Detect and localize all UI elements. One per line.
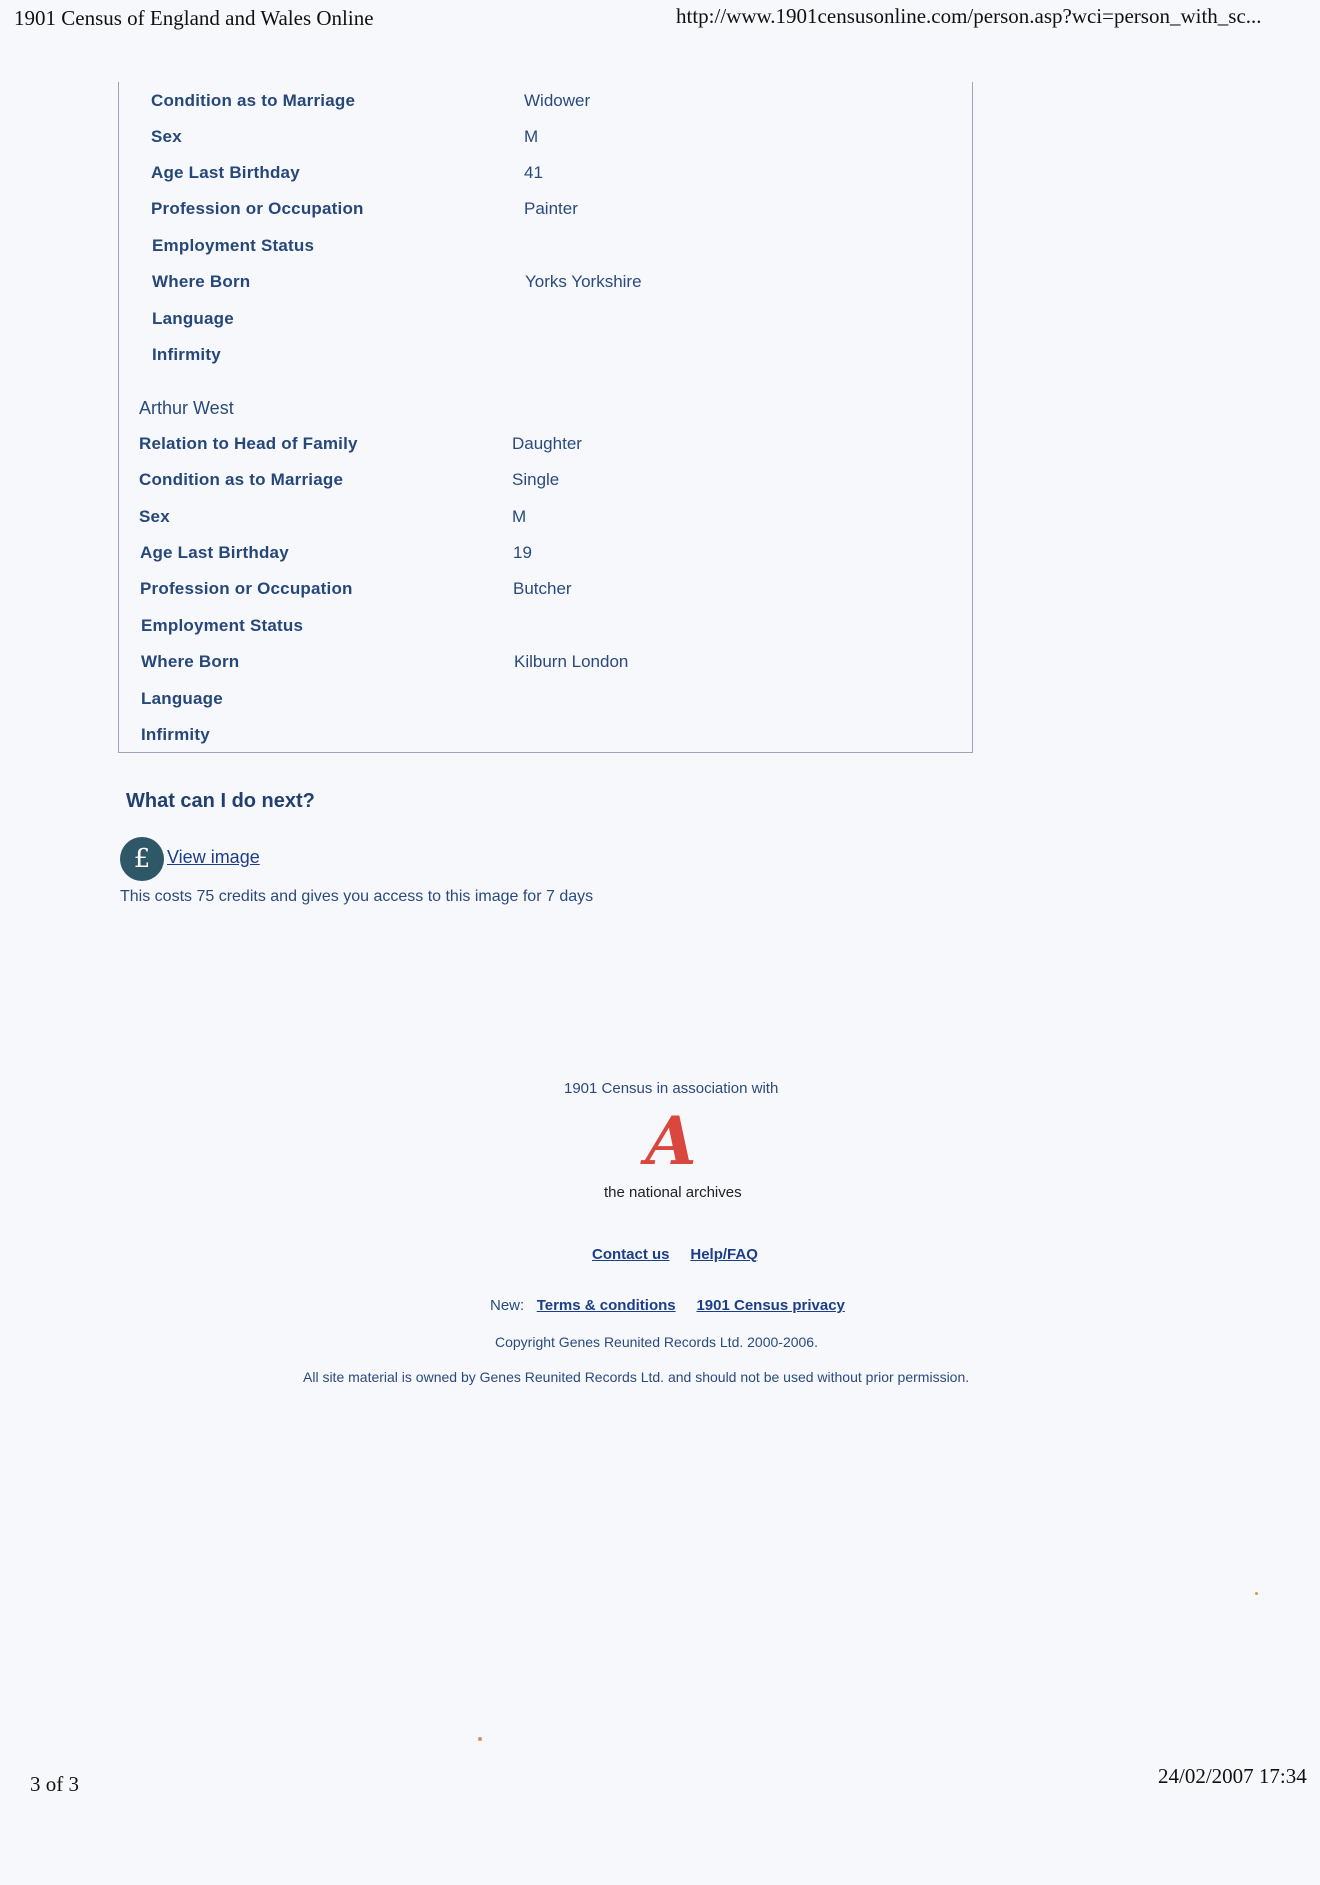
field-value: Daughter	[512, 434, 582, 453]
field-label: Sex	[139, 507, 170, 526]
field-value: 19	[513, 543, 532, 562]
field-value: Widower	[524, 91, 591, 110]
field-label: Relation to Head of Family	[139, 434, 358, 453]
footer-links	[592, 1246, 758, 1263]
help-faq-link[interactable]: Help/FAQ	[690, 1246, 758, 1263]
field-label: Condition as to Marriage	[139, 470, 344, 489]
scan-speck	[478, 1737, 482, 1741]
field-label: Profession or Occupation	[151, 199, 364, 218]
field-label: Employment Status	[141, 616, 304, 635]
field-label: Infirmity	[141, 725, 210, 744]
print-header-url: http://www.1901censusonline.com/person.asp?wci=person_with_sc...	[676, 4, 1262, 28]
field-value: Painter	[524, 199, 578, 218]
national-archives-logo-text: the national archives	[604, 1184, 742, 1201]
national-archives-logo: A	[645, 1102, 697, 1180]
new-label: New:	[490, 1297, 525, 1314]
person-name: Arthur West	[139, 398, 234, 418]
association-text: 1901 Census in association with	[564, 1080, 779, 1097]
field-label: Age Last Birthday	[151, 163, 300, 182]
field-value: Yorks Yorkshire	[525, 272, 642, 291]
ownership-text: All site material is owned by Genes Reunited Records Ltd. and should not be used without prior permission.	[303, 1369, 970, 1385]
field-label: Infirmity	[152, 345, 221, 364]
field-value: Butcher	[513, 579, 572, 598]
privacy-link[interactable]: 1901 Census privacy	[696, 1297, 845, 1314]
field-label: Condition as to Marriage	[151, 91, 356, 110]
field-value: M	[512, 507, 527, 526]
next-steps-heading: What can I do next?	[126, 790, 315, 812]
contact-us-link[interactable]: Contact us	[592, 1246, 670, 1263]
print-datetime: 24/02/2007 17:34	[1158, 1764, 1307, 1788]
field-label: Profession or Occupation	[140, 579, 353, 598]
field-label: Language	[152, 309, 234, 328]
scan-speck	[1255, 1592, 1258, 1595]
copyright-text: Copyright Genes Reunited Records Ltd. 2000-2006.	[495, 1334, 818, 1350]
field-label: Sex	[151, 127, 182, 146]
field-value: M	[524, 127, 539, 146]
page-number: 3 of 3	[30, 1772, 79, 1796]
field-value: 41	[524, 163, 543, 182]
cost-note: This costs 75 credits and gives you access to this image for 7 days	[120, 888, 594, 905]
field-label: Language	[141, 689, 223, 708]
view-image-link[interactable]: View image	[167, 847, 260, 867]
print-header-title: 1901 Census of England and Wales Online	[14, 6, 374, 30]
field-value: Kilburn London	[514, 652, 629, 671]
field-value: Single	[512, 470, 560, 489]
field-label: Age Last Birthday	[140, 543, 289, 562]
field-label: Employment Status	[152, 236, 315, 255]
pound-icon[interactable]: £	[120, 837, 164, 881]
field-label: Where Born	[152, 272, 251, 291]
terms-link[interactable]: Terms & conditions	[536, 1297, 676, 1314]
field-label: Where Born	[141, 652, 240, 671]
new-links-row	[490, 1297, 845, 1314]
